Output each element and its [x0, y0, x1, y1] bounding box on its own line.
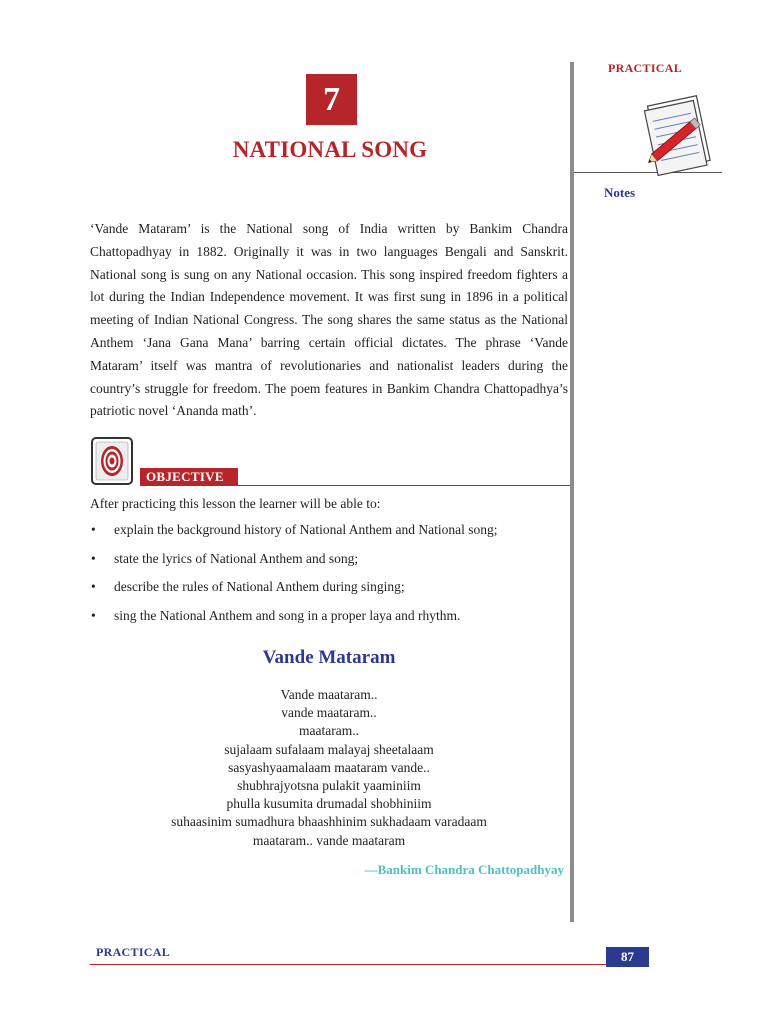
objective-list [90, 522, 568, 636]
lyric-line: maataram.. [299, 723, 359, 739]
footer-practical-label: PRACTICAL [96, 945, 171, 959]
song-lyrics [90, 686, 568, 850]
list-item: • explain the background history of National Anthem and National song; [91, 522, 498, 537]
objective-rule [238, 485, 570, 486]
song-author: —Bankim Chandra Chattopadhyay [364, 862, 564, 877]
list-item: • state the lyrics of National Anthem and song; [91, 550, 359, 566]
sidebar-practical-label: PRACTICAL [608, 61, 683, 75]
page-number: 87 [606, 947, 649, 967]
objective-heading: OBJECTIVE [140, 468, 238, 486]
objective-intro: After practicing this lesson the learner will be able to: [90, 496, 381, 511]
chapter-number-box: 7 [306, 74, 357, 125]
intro-paragraph: ‘Vande Mataram’ is the National song of India written by Bankim Chandra Chattopadhyay in 1882. Originally it was in two languages Bengali and Sanskrit. National song is sung on any National occasion. This song inspired freedom fighters a lot during the Indian Independence movement. It was first sung in 1896 in a political meeting of Indian National Congress. The song shares the same status as the National Anthem ‘Jana Gana Mana’ barring certain official dictates. The phrase ‘Vande Mataram’ itself was mantra of revolutionaries and nationalist leaders during the country’s struggle for freedom. The poem features in Bankim Chandra Chattopadhya’s patriotic novel ‘Ananda math’. [90, 221, 568, 419]
lyric-line: sujalaam sufalaam malayaj sheetalaam [224, 741, 434, 757]
lyric-line: shubhrajyotsna pulakit yaaminiim [237, 778, 421, 794]
footer-rule [90, 964, 606, 965]
list-item: • sing the National Anthem and song in a proper laya and rhythm. [91, 607, 461, 623]
lyric-line: vande maataram.. [281, 705, 377, 721]
lyric-line: phulla kusumita drumadal shobhiniim [226, 796, 432, 812]
lyric-line: sasyashyaamalaam maataram vande.. [228, 759, 430, 775]
notes-label: Notes [604, 185, 636, 200]
target-icon [91, 437, 133, 485]
list-item: • describe the rules of National Anthem during singing; [91, 579, 405, 594]
lyric-line: Vande maataram.. [280, 687, 378, 702]
lyric-line: maataram.. vande maataram [252, 832, 406, 848]
song-title: Vande Mataram [262, 647, 396, 668]
lyric-line: suhaasinim sumadhura bhaashhinim sukhadaam varadaam [171, 814, 487, 830]
margin-divider [570, 62, 574, 922]
pencil-notepad-icon [640, 92, 720, 176]
chapter-title: NATIONAL SONG [232, 137, 428, 162]
